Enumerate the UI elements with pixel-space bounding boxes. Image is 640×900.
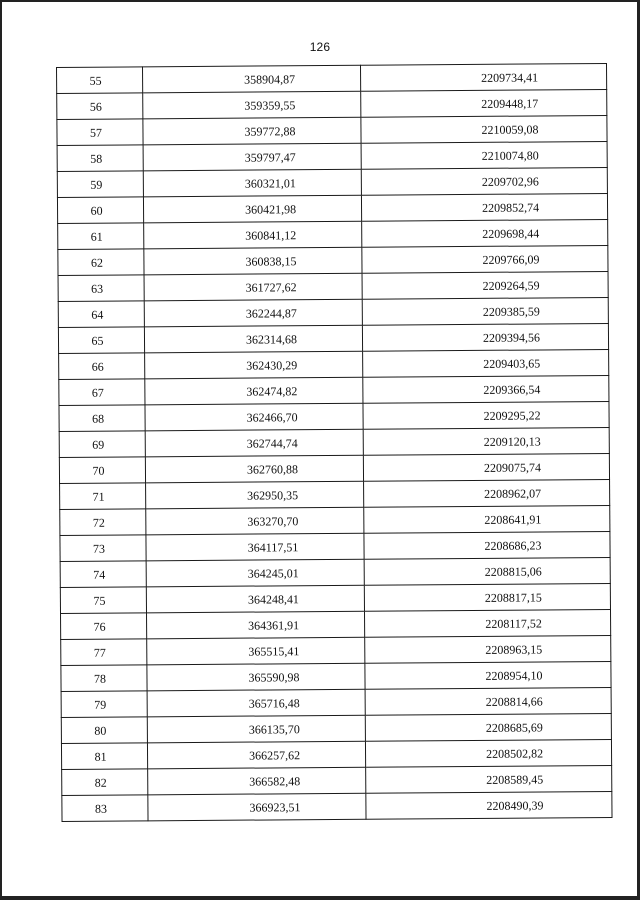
- point-number-cell: 77: [61, 639, 147, 666]
- y-coordinate-cell: 2208117,52: [364, 609, 610, 637]
- x-coordinate-cell: 364248,41: [146, 585, 364, 613]
- table-row: [58, 245, 608, 275]
- y-coordinate-cell: 2209448,17: [361, 89, 607, 117]
- table-row: [58, 219, 608, 249]
- y-coordinate-cell: 2209852,74: [361, 193, 607, 221]
- point-number-cell: 68: [59, 405, 145, 432]
- x-coordinate-cell: 365716,48: [147, 689, 365, 717]
- x-coordinate-cell: 360838,15: [144, 247, 362, 275]
- y-coordinate-cell: 2209698,44: [362, 219, 608, 247]
- x-coordinate-cell: 362760,88: [145, 455, 363, 483]
- x-coordinate-cell: 365590,98: [147, 663, 365, 691]
- y-coordinate-cell: 2209385,59: [362, 297, 608, 325]
- y-coordinate-cell: 2210059,08: [361, 115, 607, 143]
- point-number-cell: 62: [58, 249, 144, 276]
- table-row: [57, 167, 607, 197]
- y-coordinate-cell: 2209075,74: [363, 453, 609, 481]
- x-coordinate-cell: 362950,35: [146, 481, 364, 509]
- table-row: [62, 791, 612, 821]
- table-row: [57, 89, 607, 119]
- coordinates-table-body: [57, 63, 613, 821]
- y-coordinate-cell: 2208814,66: [365, 687, 611, 715]
- y-coordinate-cell: 2209766,09: [362, 245, 608, 273]
- x-coordinate-cell: 366923,51: [148, 793, 366, 821]
- y-coordinate-cell: 2209366,54: [363, 375, 609, 403]
- table-row: [60, 479, 610, 509]
- y-coordinate-cell: 2209295,22: [363, 401, 609, 429]
- page-border-left: [0, 0, 2, 900]
- y-coordinate-cell: 2209120,13: [363, 427, 609, 455]
- table-row: [61, 713, 611, 743]
- x-coordinate-cell: 363270,70: [146, 507, 364, 535]
- table-row: [59, 349, 609, 379]
- x-coordinate-cell: 359359,55: [143, 91, 361, 119]
- y-coordinate-cell: 2208954,10: [365, 661, 611, 689]
- y-coordinate-cell: 2209394,56: [362, 323, 608, 351]
- point-number-cell: 67: [59, 379, 145, 406]
- y-coordinate-cell: 2208685,69: [365, 713, 611, 741]
- table-row: [62, 765, 612, 795]
- y-coordinate-cell: 2208502,82: [365, 739, 611, 767]
- y-coordinate-cell: 2208817,15: [364, 583, 610, 611]
- page-border-top: [0, 0, 640, 2]
- point-number-cell: 66: [59, 353, 145, 380]
- table-row: [58, 297, 608, 327]
- point-number-cell: 63: [58, 275, 144, 302]
- x-coordinate-cell: 366135,70: [147, 715, 365, 743]
- point-number-cell: 71: [60, 483, 146, 510]
- table-row: [60, 505, 610, 535]
- x-coordinate-cell: 362466,70: [145, 403, 363, 431]
- point-number-cell: 70: [59, 457, 145, 484]
- table-row: [59, 375, 609, 405]
- point-number-cell: 74: [60, 561, 146, 588]
- y-coordinate-cell: 2208686,23: [364, 531, 610, 559]
- point-number-cell: 82: [62, 769, 148, 796]
- point-number-cell: 83: [62, 795, 148, 822]
- table-row: [58, 323, 608, 353]
- table-row: [57, 141, 607, 171]
- x-coordinate-cell: 364361,91: [147, 611, 365, 639]
- point-number-cell: 78: [61, 665, 147, 692]
- point-number-cell: 73: [60, 535, 146, 562]
- x-coordinate-cell: 360421,98: [143, 195, 361, 223]
- coordinates-table-wrapper: [56, 63, 612, 822]
- y-coordinate-cell: 2208589,45: [366, 765, 612, 793]
- y-coordinate-cell: 2208490,39: [366, 791, 612, 819]
- y-coordinate-cell: 2209403,65: [363, 349, 609, 377]
- point-number-cell: 64: [58, 301, 144, 328]
- point-number-cell: 75: [60, 587, 146, 614]
- table-row: [60, 583, 610, 613]
- table-row: [59, 401, 609, 431]
- coordinates-table: [56, 63, 613, 822]
- table-row: [57, 115, 607, 145]
- page-number: 126: [309, 40, 331, 54]
- point-number-cell: 58: [57, 145, 143, 172]
- x-coordinate-cell: 362244,87: [144, 299, 362, 327]
- point-number-cell: 55: [57, 67, 143, 94]
- x-coordinate-cell: 364117,51: [146, 533, 364, 561]
- x-coordinate-cell: 360321,01: [143, 169, 361, 197]
- x-coordinate-cell: 359772,88: [143, 117, 361, 145]
- x-coordinate-cell: 361727,62: [144, 273, 362, 301]
- table-row: [58, 271, 608, 301]
- y-coordinate-cell: 2208962,07: [364, 479, 610, 507]
- table-row: [57, 193, 607, 223]
- table-row: [61, 739, 611, 769]
- x-coordinate-cell: 362474,82: [145, 377, 363, 405]
- x-coordinate-cell: 365515,41: [147, 637, 365, 665]
- point-number-cell: 59: [57, 171, 143, 198]
- point-number-cell: 79: [61, 691, 147, 718]
- point-number-cell: 61: [58, 223, 144, 250]
- y-coordinate-cell: 2209734,41: [360, 63, 606, 91]
- x-coordinate-cell: 360841,12: [144, 221, 362, 249]
- x-coordinate-cell: 362314,68: [144, 325, 362, 353]
- page-border-bottom: [0, 896, 640, 900]
- x-coordinate-cell: 358904,87: [143, 65, 361, 93]
- y-coordinate-cell: 2208815,06: [364, 557, 610, 585]
- table-row: [59, 453, 609, 483]
- table-row: [61, 687, 611, 717]
- y-coordinate-cell: 2209264,59: [362, 271, 608, 299]
- table-row: [57, 63, 607, 93]
- table-row: [60, 557, 610, 587]
- table-row: [59, 427, 609, 457]
- point-number-cell: 80: [61, 717, 147, 744]
- point-number-cell: 65: [58, 327, 144, 354]
- x-coordinate-cell: 364245,01: [146, 559, 364, 587]
- table-row: [61, 609, 611, 639]
- y-coordinate-cell: 2210074,80: [361, 141, 607, 169]
- point-number-cell: 81: [61, 743, 147, 770]
- x-coordinate-cell: 362744,74: [145, 429, 363, 457]
- x-coordinate-cell: 362430,29: [145, 351, 363, 379]
- y-coordinate-cell: 2208641,91: [364, 505, 610, 533]
- x-coordinate-cell: 366257,62: [147, 741, 365, 769]
- point-number-cell: 72: [60, 509, 146, 536]
- point-number-cell: 69: [59, 431, 145, 458]
- table-row: [61, 661, 611, 691]
- point-number-cell: 56: [57, 93, 143, 120]
- point-number-cell: 76: [61, 613, 147, 640]
- y-coordinate-cell: 2208963,15: [365, 635, 611, 663]
- x-coordinate-cell: 359797,47: [143, 143, 361, 171]
- y-coordinate-cell: 2209702,96: [361, 167, 607, 195]
- point-number-cell: 60: [57, 197, 143, 224]
- table-row: [61, 635, 611, 665]
- x-coordinate-cell: 366582,48: [148, 767, 366, 795]
- point-number-cell: 57: [57, 119, 143, 146]
- table-row: [60, 531, 610, 561]
